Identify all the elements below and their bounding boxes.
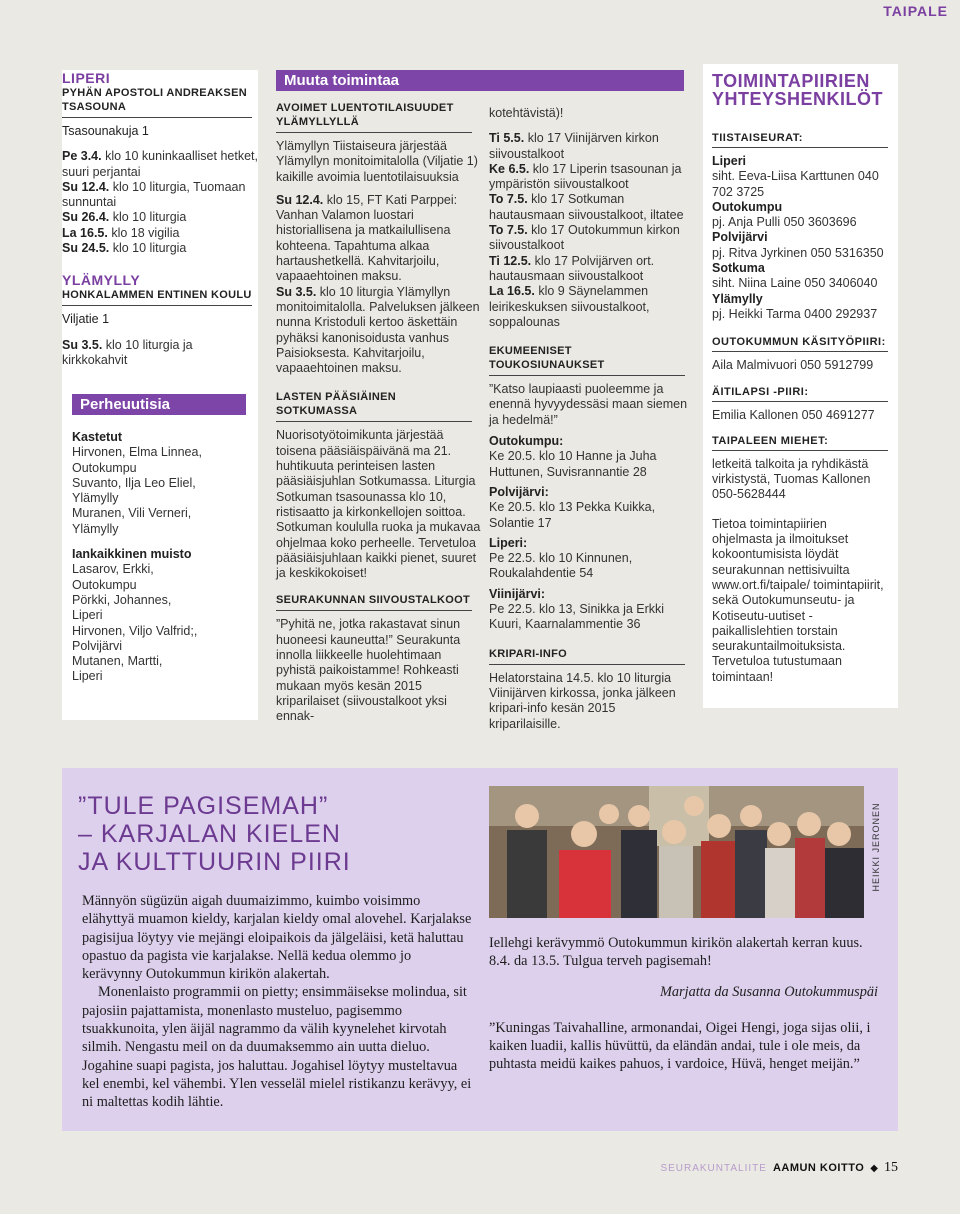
lectures-intro: Ylämyllyn Tiistaiseura järjestää Ylämyllyn monitoimitalolla (Viljatie 1) kaikille avoimia luentotilaisuuksia (276, 139, 478, 184)
tiistai-contacts: Liperi siht. Eeva-Liisa Karttunen 040 702 3725 Outokumpu pj. Anja Pulli 050 3603696 Polvijärvi pj. Ritva Jyrkinen 050 5316350 Sotkuma siht. Niina Laine 050 3406040 Ylämylly pj. Heikki Tarma 0400 292937 (712, 154, 884, 321)
feature-right-text (489, 934, 884, 1074)
ylamylly-address: Viljatie 1 (62, 312, 110, 327)
memorial-title: Iankaikkinen muisto (72, 547, 192, 562)
liperi-events: Pe 3.4. klo 10 kuninkaalliset hetket, suuri perjantai Su 12.4. klo 10 liturgia, Tuomaan sunnuntai Su 26.4. klo 10 liturgia La 16.5. klo 18 vigilia Su 24.5. klo 10 liturgia (62, 149, 258, 256)
men-text: letkeitä talkoita ja ryhdikästä virkistystä, Tuomas Kallonen 050-5628444 (712, 456, 871, 502)
feature-meeting-dates: 8.4. da 13.5. Tulgua terveh pagisemah! (489, 953, 712, 970)
ylamylly-title: YLÄMYLLY (62, 272, 141, 289)
family-news (72, 394, 246, 415)
section-label: TAIPALE (883, 3, 948, 19)
photo-credit: HEIKKI JERONEN (871, 802, 881, 892)
kripari-heading: KRIPARI-INFO (489, 647, 567, 660)
cleanup-text: ”Pyhitä ne, jotka rakastavat sinun huoneesi kauneutta!” Seurakunta innolla liikkeelle huolehtimaan pyhistä paikoistamme! Rohkeasti mukaan myös kesän 2015 kriparilaiset (siivoustalkoot yksi ennak- (276, 617, 461, 724)
contacts-title: TOIMINTAPIIRIEN YHTEYSHENKILÖT (712, 71, 884, 109)
top-bar (0, 0, 960, 24)
liperi-title: LIPERI (62, 70, 111, 86)
liperi-subtitle: PYHÄN APOSTOLI ANDREAKSEN TSASOUNA (62, 87, 247, 113)
feature-paragraph-2: Monenlaisto programmii on pietty; ensimmäiseksе molindua, sit pajosiin pajattamista, monenlasto musteluo, pagisemmo tsuakkunoita, ylen äijäl nagrammo da välih kyynelehet kirvotah silmih. Nengastu meil on da duumaksemmo ain uutta dieluo. Jogahine suapi pagista, jos haluttau. Jogahisel löytyy musteltavua kel enembi, kel vähembi. Ylen vesseläl mielel ristikanzu kerävyy, ei ni maltettas kodih lähtie. (82, 984, 472, 1111)
other-activities-title: Muuta toimintaa (276, 70, 684, 91)
lectures-heading: AVOIMET LUENTOTILAISUUDET YLÄMYLLYLLÄ (276, 102, 454, 128)
column-parish-services (62, 70, 258, 720)
column-cleanup-blessings (489, 106, 689, 732)
kids-easter-heading: LASTEN PÄÄSIÄINEN SOTKUMASSA (276, 391, 396, 418)
family-news-body (72, 430, 252, 685)
group-photo (489, 786, 864, 918)
page-number: 15 (884, 1160, 898, 1175)
contacts-info: Tietoa toimintapiirien ohjelmasta ja ilmoitukset kokoontumisista löydät seurakunnan nettisivuilta www.ort.fi/taipale/ toimintapiirit, sekä Outokumunseutu- ja Kotiseutu-uutiset -paikallislehtien torstain seurakuntailmoituksista. Tervetuloa tutustumaan toimintaan! (712, 516, 884, 684)
diamond-icon: ◆ (870, 1162, 878, 1174)
footer-section: SEURAKUNTALIITE (660, 1162, 767, 1174)
feature-title: ”TULE PAGISEMAH” – KARJALAN KIELEN JA KULTTUURIN PIIRI (78, 792, 351, 876)
ecumenical-quote: ”Katso laupiaasti puoleemme ja enennä hyvyydessäsi maan siemen ja hedelmä!” (489, 382, 688, 427)
men-heading: TAIPALEEN MIEHET: (712, 434, 829, 447)
footer-brand-logo: AAMUN KOITTO (772, 1162, 865, 1174)
kripari-text: Helatorstaina 14.5. klo 10 liturgia Viinijärven kirkossa, jonka jälkeen kripari-info kesän 2015 kriparilaisille. (489, 670, 676, 731)
mother-child-heading: ÄITILAPSI -PIIRI: (712, 385, 809, 398)
lecture-2: Su 3.5. klo 10 liturgia Ylämyllyn monitoimitalolla. Palveluksen jälkeen nunna Kristoduli kertoo äskettäin pyhäksi kanonisoidusta vanhus Paisioksesta. Kahvitarjoilu, vapaaehtoinen maksu. (276, 284, 480, 376)
baptized-list: Hirvonen, Elma Linnea, Outokumpu Suvanto, Ilja Leo Eliel, Ylämylly Muranen, Vili Verneri, Ylämylly (72, 445, 202, 536)
feature-prayer: ”Kuningas Taivahalline, armonandai, Oigei Hengi, joga sijas olii, i kaiken luadii, kallis hüvüttü, da eländän andai, tule i ole meis, da puhtasta meidü kaikes pahuos, i vardoice, Hüvä, henget meijän.” (489, 1019, 871, 1073)
handicraft-heading: OUTOKUMMUN KÄSITYÖPIIRI: (712, 336, 886, 349)
cleanup-heading: SEURAKUNNAN SIIVOUSTALKOOT (276, 594, 470, 607)
memorial-list: Lasarov, Erkki, Outokumpu Pörkki, Johannes, Liperi Hirvonen, Viljo Valfrid;, Polvijärvi Mutanen, Martti, Liperi (72, 562, 198, 684)
column-contacts (703, 64, 898, 708)
photo-credit-wrap (866, 786, 886, 918)
feature-meeting-info: Iellehgi kerävymmö Outokummun kirikön alakertah kerran kuus. (489, 935, 863, 951)
footer (660, 1160, 898, 1176)
group-photo-image (489, 786, 864, 918)
handicraft-contact: Aila Malmivuori 050 5912799 (712, 358, 874, 373)
lecture-1: Su 12.4. klo 15, FT Kati Parppei: Vanhan Valamon luostari historiallisena ja matkailullisena kohteena. Tapahtuma alkaa hartaushetkellä. Kahvitarjoilu, vapaaehtoinen maksu. (276, 192, 458, 284)
family-news-title: Perheuutisia (72, 394, 246, 415)
ylamylly-subtitle: HONKALAMMEN ENTINEN KOULU (62, 289, 252, 302)
ylamylly-event: Su 3.5. klo 10 liturgia ja kirkkokahvit (62, 337, 193, 367)
tiistai-heading: TIISTAISEURAT: (712, 132, 803, 144)
feature-body (82, 892, 472, 1112)
ecumenical-heading: EKUMEENISET TOUKOSIUNAUKSET (489, 345, 605, 372)
baptized-title: Kastetut (72, 430, 123, 444)
liperi-address: Tsasounakuja 1 (62, 124, 149, 138)
feature-paragraph-1: Männyön sügüzün aigah duumaizimmo, kuimbo voisimmo elähyttyä muamon kieldy, karjalan kieldy omal alovehel. Karjalakse pagisijua löytyy vie mejängi eloipaikois da jälgeläisi, ketä haluttau opastuo da pagista vie karjalakse. Nellä keduа olemmo jo kerävynny Outokummun kirikön alakertah. (82, 893, 472, 983)
cleanup-continued: kotehtävistä)! (489, 106, 564, 120)
mother-child-contact: Emilia Kallonen 050 4691277 (712, 407, 875, 422)
feature-signature: Marjatta da Susanna Outokummuspäi (659, 983, 878, 1000)
column-other-activities (276, 70, 484, 725)
cleanup-events: Ti 5.5. klo 17 Viinijärven kirkon siivoustalkoot Ke 6.5. klo 17 Liperin tsasounan ja ympäristön siivoustalkoot To 7.5. klo 17 Sotkuman hautausmaan siivoustalkoot, iltatee To 7.5. klo 17 Outokummun kirkon siivoustalkoot Ti 12.5. klo 17 Polvijärven ort. hautausmaan siivoustalkoot La 16.5. klo 9 Säynelammen leirikeskuksen siivoustalkoot, soppalounas (489, 131, 684, 329)
kids-easter-text: Nuorisotyötoimikunta järjestää toisena pääsiäispäivänä ma 21. huhtikuuta perinteisen lasten pääsiäisjuhlan Sotkumassa. Liturgia Sotkuman tsasounassa klo 10, ristisaatto ja kirkonkellojen soittoa. Sotkuman koululla ruoka ja mukavaa ohjelmaa koko perheelle. Tervetuloa pääsiäisjuhlaan kaikki pienet, suuret ja keskikokoiset! (276, 428, 481, 581)
ecumenical-places: Outokumpu: Ke 20.5. klo 10 Hanne ja Juha Huttunen, Suvisrannantie 28 Polvijärvi: Ke 20.5. klo 13 Pekka Kuikka, Solantie 17 Liperi: Pe 22.5. klo 10 Kinnunen, Roukalahdentie 54 Viinijärvi: Pe 22.5. klo 13, Sinikka ja Erkki Kuuri, Kaarnalammentie 36 (489, 434, 665, 632)
